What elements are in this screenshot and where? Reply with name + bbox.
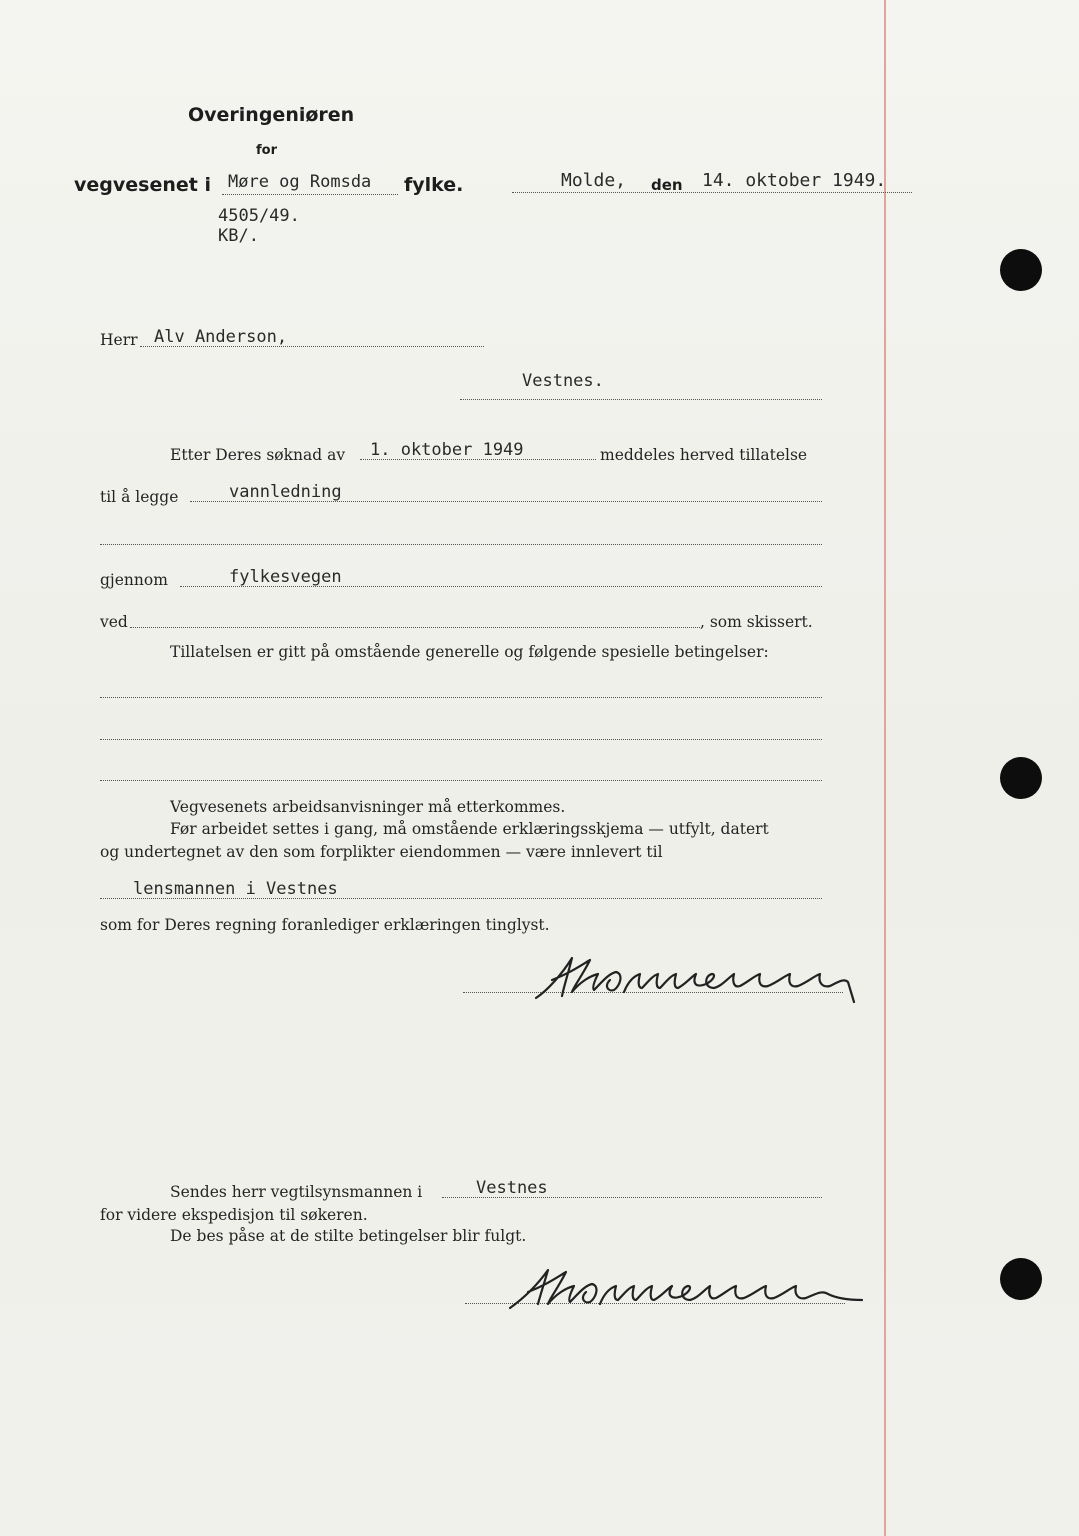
letterhead-vegvesenet: vegvesenet i	[74, 174, 211, 196]
conditions-line: Tillatelsen er gitt på omstående generelle og følgende spesielle betingelser:	[170, 643, 769, 661]
county-name: Møre og Romsda	[228, 172, 372, 192]
conditions-dotted-line-3	[100, 780, 822, 781]
ved-dotted-line	[130, 627, 700, 628]
herr-label: Herr	[100, 331, 138, 349]
etter-label: Etter Deres søknad av	[170, 446, 346, 464]
footer-line-2: for videre ekspedisjon til søkeren.	[100, 1206, 368, 1224]
conditions-dotted-line-1	[100, 697, 822, 698]
instructions-line-2: Før arbeidet settes i gang, må omstående erklæringsskjema — utfylt, datert	[170, 820, 769, 838]
margin-rule	[884, 0, 886, 1536]
den-label: den	[651, 176, 683, 194]
item-text: vannledning	[229, 482, 342, 502]
date-dotted-line	[512, 192, 912, 193]
recipient-town: Vestnes.	[522, 371, 604, 391]
application-date: 1. oktober 1949	[370, 440, 524, 460]
letterhead-for: for	[256, 143, 277, 158]
recipient-name: Alv Anderson,	[154, 327, 288, 347]
meddeles-label: meddeles herved tillatelse	[600, 446, 808, 464]
letterhead-title: Overingeniøren	[188, 104, 355, 126]
sendes-place: Vestnes	[476, 1178, 548, 1198]
blank-dotted-line	[100, 544, 822, 545]
place-name: Molde,	[561, 170, 627, 191]
punch-hole	[1000, 249, 1042, 291]
punch-hole	[1000, 757, 1042, 799]
ved-label: ved	[100, 613, 128, 631]
til-label: til å legge	[100, 488, 179, 506]
signature-1	[528, 952, 868, 1012]
reference-number: 4505/49.	[218, 206, 300, 226]
authority-text: lensmannen i Vestnes	[133, 879, 338, 899]
letterhead-fylke: fylke.	[404, 174, 464, 196]
som-skissert: , som skissert.	[700, 613, 813, 631]
letter-date: 14. oktober 1949.	[702, 170, 887, 191]
conditions-dotted-line-2	[100, 739, 822, 740]
instructions-line-4: som for Deres regning foranlediger erklæringen tinglyst.	[100, 916, 550, 934]
county-dotted-line	[222, 194, 398, 195]
instructions-line-1: Vegvesenets arbeidsanvisninger må etterkommes.	[170, 798, 566, 816]
signature-2	[506, 1266, 866, 1316]
sendes-label: Sendes herr vegtilsynsmannen i	[170, 1183, 423, 1201]
footer-line-3: De bes påse at de stilte betingelser blir fulgt.	[170, 1227, 527, 1245]
gjennom-label: gjennom	[100, 571, 168, 589]
road-text: fylkesvegen	[229, 567, 342, 587]
reference-initials: KB/.	[218, 226, 259, 246]
town-dotted-line	[460, 399, 822, 400]
instructions-line-3: og undertegnet av den som forplikter eiendommen — være innlevert til	[100, 843, 663, 861]
punch-hole	[1000, 1258, 1042, 1300]
